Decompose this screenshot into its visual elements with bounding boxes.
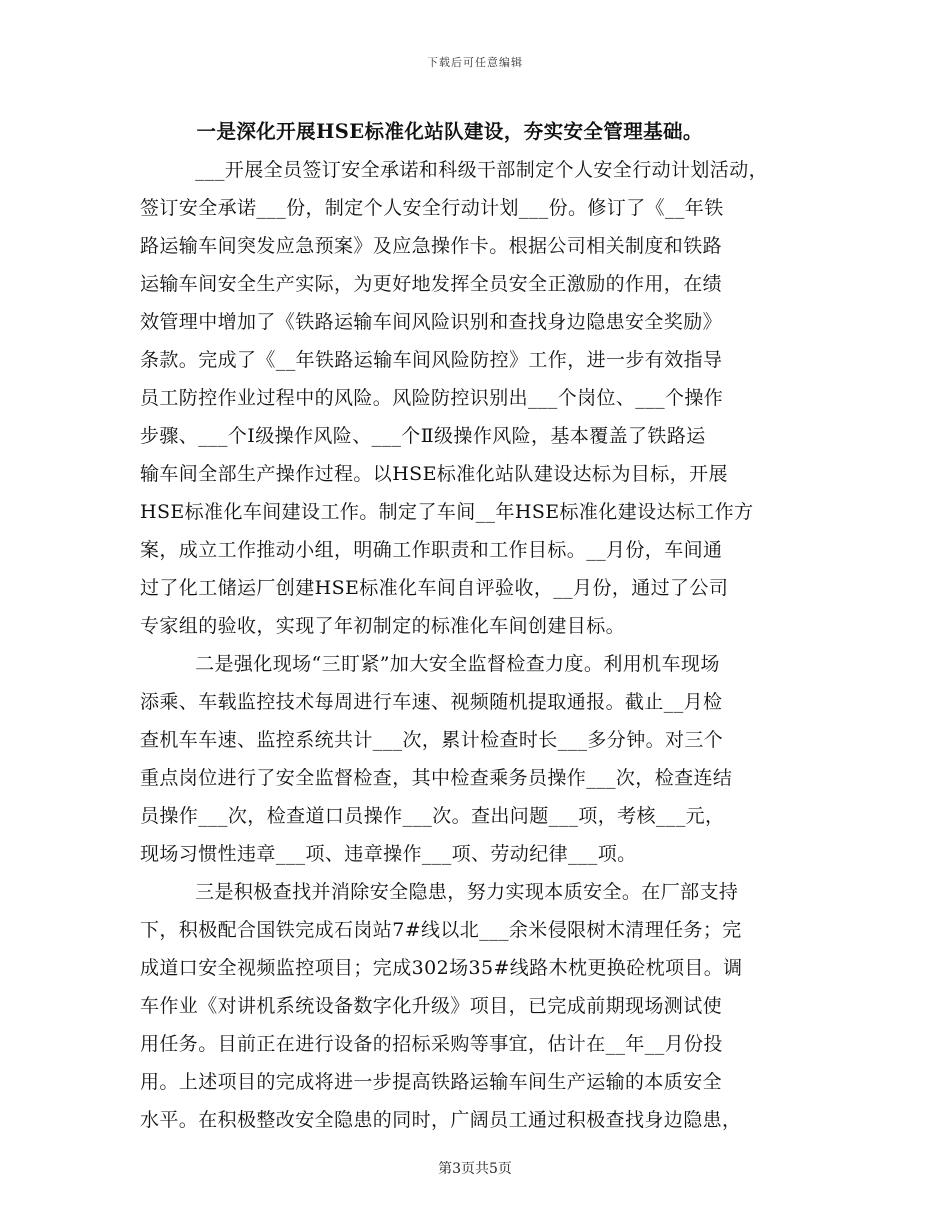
page-number: 第3页共5页: [438, 1161, 512, 1177]
document-body: [140, 113, 820, 1139]
paragraph-line: 步骤、___个Ⅰ级操作风险、___个Ⅱ级操作风险，基本覆盖了铁路运: [140, 425, 706, 447]
paragraph-line: 下，积极配合国铁完成石岗站7#线以北___余米侵限树木清理任务；完: [140, 919, 742, 941]
paragraph-line: 重点岗位进行了安全监督检查，其中检查乘务员操作___次，检查连结: [140, 767, 733, 789]
paragraph-line: 现场习惯性违章___项、违章操作___项、劳动纪律___项。: [140, 843, 637, 865]
paragraph-line: 添乘、车载监控技术每周进行车速、视频随机提取通报。截止__月检: [140, 691, 723, 713]
paragraph-line: 用。上述项目的完成将进一步提高铁路运输车间生产运输的本质安全: [140, 1071, 723, 1093]
paragraph-line: 用任务。目前正在进行设备的招标采购等事宜，估计在__年__月份投: [140, 1033, 723, 1055]
paragraph-line: HSE标准化车间建设工作。制定了车间__年HSE标准化建设达标工作方: [140, 501, 754, 523]
paragraph-line: 水平。在积极整改安全隐患的同时，广阔员工通过积极查找身边隐患，: [140, 1109, 742, 1131]
paragraph-line: 签订安全承诺___份，制定个人安全行动计划___份。修订了《__年铁: [140, 197, 724, 219]
paragraph-line: 三是积极查找并消除安全隐患，努力实现本质安全。在厂部支持: [195, 881, 739, 903]
paragraph-line: 二是强化现场“三盯紧”加大安全监督检查力度。利用机车现场: [195, 653, 720, 675]
paragraph-line: 效管理中增加了《铁路运输车间风险识别和查找身边隐患安全奖励》: [140, 311, 723, 333]
paragraph-line: 查机车车速、监控系统共计___次，累计检查时长___多分钟。对三个: [140, 729, 724, 751]
paragraph-line: 案，成立工作推动小组，明确工作职责和工作目标。__月份，车间通: [140, 539, 723, 561]
paragraph-line: 过了化工储运厂创建HSE标准化车间自评验收，__月份，通过了公司: [140, 577, 729, 599]
paragraph-line: 成道口安全视频监控项目；完成302场35#线路木枕更换砼枕项目。调: [140, 957, 743, 979]
paragraph-line: 专家组的验收，实现了年初制定的标准化车间创建目标。: [140, 615, 626, 637]
paragraph-line: 运输车间安全生产实际，为更好地发挥全员安全正激励的作用，在绩: [140, 273, 723, 295]
paragraph-line: 路运输车间突发应急预案》及应急操作卡。根据公司相关制度和铁路: [140, 235, 723, 257]
paragraph-line: ___开展全员签订安全承诺和科级干部制定个人安全行动计划活动，: [195, 159, 768, 181]
section-heading-line: 一是深化开展HSE标准化站队建设，夯实安全管理基础。: [196, 120, 703, 143]
paragraph-line: 员工防控作业过程中的风险。风险防控识别出___个岗位、___个操作: [140, 387, 724, 409]
header-note: 下载后可任意编辑: [427, 56, 523, 69]
paragraph-line: 条款。完成了《__年铁路运输车间风险防控》工作，进一步有效指导: [140, 349, 723, 371]
paragraph-line: 车作业《对讲机系统设备数字化升级》项目，已完成前期现场测试使: [140, 995, 723, 1017]
paragraph-line: 输车间全部生产操作过程。以HSE标准化站队建设达标为目标，开展: [140, 463, 728, 485]
paragraph-line: 员操作___次，检查道口员操作___次。查出问题___项，考核___元，: [140, 805, 725, 827]
